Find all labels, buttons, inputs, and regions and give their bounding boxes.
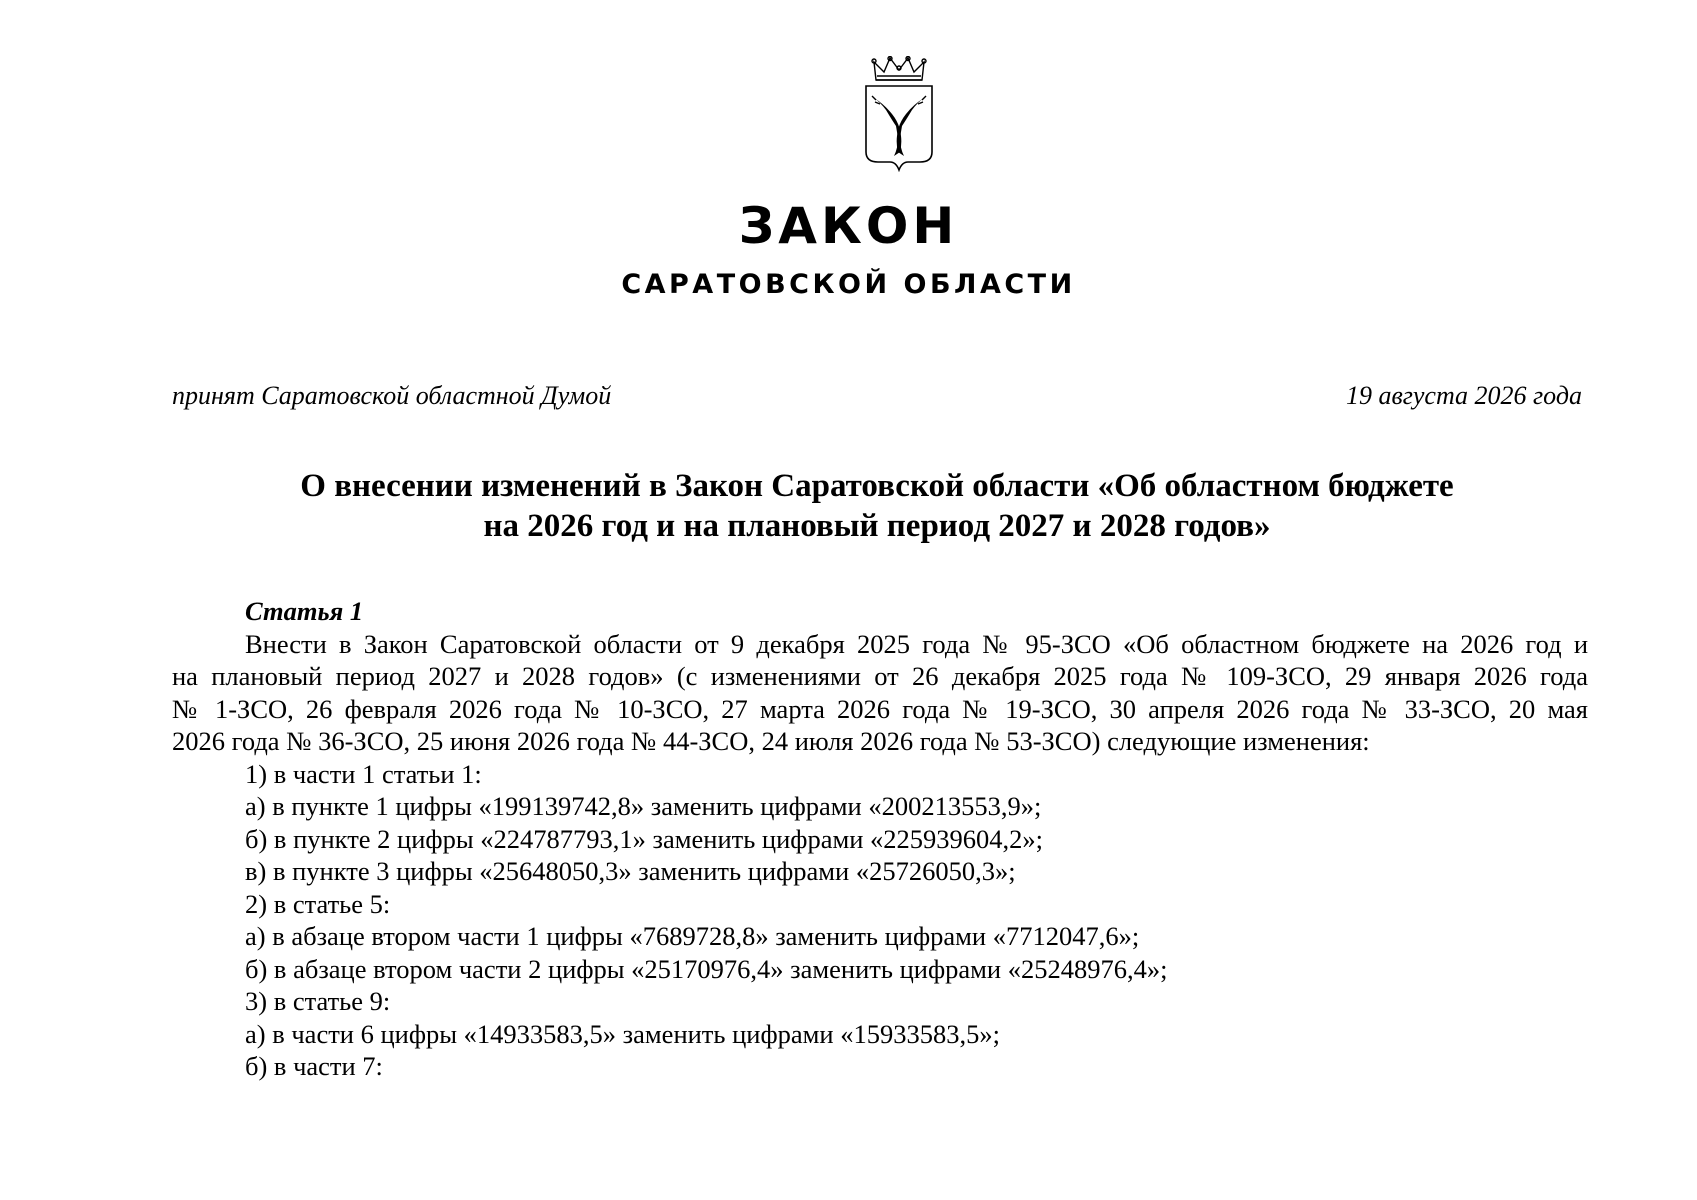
amendment-item: б) в пункте 2 цифры «224787793,1» заменить цифрами «225939604,2»; [245, 823, 1044, 854]
saratov-coat-of-arms-icon [862, 56, 936, 172]
heading-line: на 2026 год и на плановый период 2027 и 2028 годов» [483, 508, 1271, 544]
amendment-item: а) в части 6 цифры «14933583,5» заменить цифрами «15933583,5»; [245, 1018, 1000, 1049]
article-body [172, 595, 1588, 1083]
amendment-item: б) в абзаце втором части 2 цифры «25170976,4» заменить цифрами «25248976,4»; [245, 953, 1168, 984]
amendment-item: 1) в части 1 статьи 1: [245, 758, 482, 789]
intro-line: на плановый период 2027 и 2028 годов» (с изменениями от 26 декабря 2025 года № 109-ЗСО, 29 января 2026 года [172, 661, 1588, 691]
amendment-item: в) в пункте 3 цифры «25648050,3» заменить цифрами «25726050,3»; [245, 856, 1016, 886]
amendment-item: а) в абзаце втором части 1 цифры «7689728,8» заменить цифрами «7712047,6»; [245, 921, 1140, 951]
intro-line: Внести в Закон Саратовской области от 9 декабря 2025 года № 95-ЗСО «Об областном бюджете на 2026 год и [245, 628, 1588, 659]
amendment-item: 3) в статье 9: [245, 986, 391, 1016]
intro-line: № 1-ЗСО, 26 февраля 2026 года № 10-ЗСО, 27 марта 2026 года № 19-ЗСО, 30 апреля 2026 года № 33-ЗСО, 20 мая [172, 693, 1588, 724]
amendment-item: б) в части 7: [245, 1051, 383, 1081]
amendment-item: 2) в статье 5: [245, 888, 391, 919]
heading-line: О внесении изменений в Закон Саратовской области «Об областном бюджете [300, 468, 1454, 504]
adopted-by: принят Саратовской областной Думой [172, 381, 612, 410]
law-subtitle: САРАТОВСКОЙ ОБЛАСТИ [621, 269, 1076, 300]
law-title: ЗАКОН [738, 197, 959, 255]
document-heading [172, 466, 1582, 546]
intro-line: 2026 года № 36-ЗСО, 25 июня 2026 года № 44-ЗСО, 24 июля 2026 года № 53-ЗСО) следующие изменения: [172, 726, 1370, 756]
adoption-date: 19 августа 2026 года [1345, 381, 1582, 410]
amendment-item: а) в пункте 1 цифры «199139742,8» заменить цифрами «200213553,9»; [245, 791, 1042, 821]
article-title: Статья 1 [245, 596, 364, 626]
